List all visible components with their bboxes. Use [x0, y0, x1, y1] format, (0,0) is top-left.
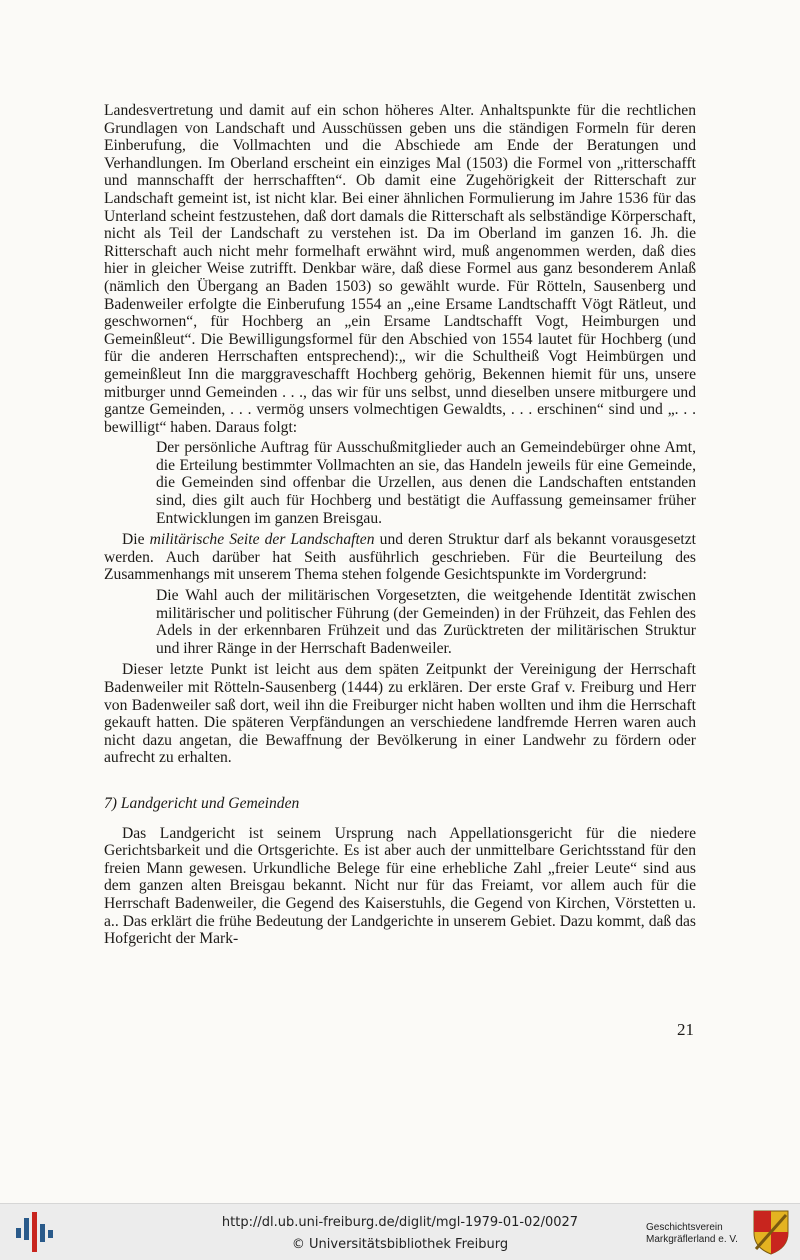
footer-bar — [0, 1203, 800, 1260]
block-quote: Die Wahl auch der militärischen Vorgesetzten, die weitgehende Identität zwischen militärischer und politischer Führung (der Gemeinden) in der Frühzeit, das Fehlen des Adels in der erkennbaren Frühzeit und das Zurücktreten der militärischen Struktur und ihrer Ränge in der Herrschaft Badenweiler. — [156, 587, 696, 657]
coat-of-arms-icon[interactable] — [752, 1209, 790, 1255]
paragraph-end: und deren Struktur darf als bekannt vorausgesetzt werden. Auch darüber hat Seith ausführlich geschrieben. Für die Beurteilung des Zusammenhangs mit unserem Thema stehen folgende Gesichtspunkte im Vordergrund: — [104, 531, 697, 584]
society-name[interactable] — [646, 1222, 738, 1246]
paragraph: Dieser letzte Punkt ist leicht aus dem späten Zeitpunkt der Vereinigung der Herrschaft Badenweiler mit Rötteln-Sausenberg (1444) zu erklären. Der erste Graf v. Freiburg und Herr von Badenweiler saß dort, weil ihn die Freiburger nicht haben wollten und ihm die Herrschaft gekauft hatten. Die späteren Verpfändungen an verschiedene landfremde Herren waren auch nicht dazu angetan, die Bewaffnung der Bevölkerung in einer Landwehr zu fördern oder aufrecht zu erhalten. — [104, 661, 696, 767]
source-url-link[interactable]: http://dl.ub.uni-freiburg.de/diglit/mgl-1979-01-02/0027 — [221, 1215, 579, 1230]
section-heading: 7) Landgericht und Gemeinden — [104, 794, 300, 812]
paragraph-start: Die — [122, 531, 145, 549]
society-name-line: Geschichtsverein — [646, 1222, 723, 1233]
paragraph: Landesvertretung und damit auf ein schon höheres Alter. Anhaltspunkte für die rechtlichen Grundlagen von Landschaft und Ausschüssen geben uns die ständigen Formeln für deren Einberufung, die Vollmachten und die Abschiede am Ende der Beratungen und Verhandlungen. Im Oberland erscheint ein einziges Mal (1503) die Formel von „ritterschafft und mannschafft der herrschafften“. Ob damit eine Zugehörigkeit der Ritterschaft zur Landschaft gemeint ist, ist nicht klar. Bei einer ähnlichen Formulierung im Jahre 1536 für das Unterland scheint festzustehen, daß dort damals die Ritterschaft als selbständige Körperschaft, nicht als Teil der Landschaft zu verstehen ist. Da im Oberland im ganzen 16. Jh. die Ritterschaft auch nicht mehr formelhaft erwähnt wird, muß angenommen werden, daß dies hier in gleicher Weise zutrifft. Denkbar wäre, daß diese Formel aus ganz besonderem Anlaß (nämlich den Übergang an Baden 1503) so gewählt wurde. Für Rötteln, Sausenberg und Badenweiler erfolgte die Einberufung 1554 an „eine Ersame Landtschafft Vögt Rätleut, und geschwornen“, für Hochberg an „ein Ersame Landtschafft Vogt, Heimburgen und Gemeinßleut“. Die Bewilligungsformel für den Abschied von 1554 lautet für Hochberg (und für die anderen Herrschaften entsprechend):„ wir die Schultheiß Vogt Heimbürgen und gemeinßleut Inn die marggraveschafft Hochberg gehörig, Bekennen hiemit für uns, unsere mitburger unnd Gemeinden . . ., das wir für uns selbst, unnd dieselben unsere mitburgere und gantze Gemeinden, . . . vermög unsers volmechtigen Gewaldts, . . . erschinen“ sind und „. . . bewilligt“ haben. Daraus folgt: — [104, 102, 696, 436]
page-number: 21 — [677, 1020, 694, 1039]
block-quote: Der persönliche Auftrag für Ausschußmitglieder auch an Gemeindebürger ohne Amt, die Erteilung bestimmter Vollmachten an sie, das Handeln jeweils für eine Gemeinde, die Gemeinden sind offenbar die Urzellen, aus denen die Landschaften entstanden sind, dies gilt auch für Hochberg und bestätigt die Auffassung gemeinsamer früher Entwicklungen im ganzen Breisgau. — [156, 439, 696, 527]
emphasis: militärische Seite der Landschaften — [149, 531, 375, 549]
paragraph: Das Landgericht ist seinem Ursprung nach Appellationsgericht für die niedere Gerichtsbarkeit und die Ortsgerichte. Es ist aber auch der unmittelbare Gerichtsstand für den freien Mann gewesen. Urkundliche Belege für eine erhebliche Zahl „freier Leute“ sind aus dem ganzen alten Breisgau bekannt. Nicht nur für das Freiamt, vor allem auch für die Herrschaft Badenweiler, die Gegend des Kaiserstuhls, die Gegend von Kirchen, Vörstetten u. a.. Das erklärt die frühe Bedeutung der Landgerichte in unserem Gebiet. Dazu kommt, daß das Hofgericht der Mark- — [104, 824, 696, 948]
body-text — [104, 102, 696, 948]
society-name-line: Markgräflerland e. V. — [646, 1234, 738, 1245]
copyright-notice: © Universitätsbibliothek Freiburg — [291, 1237, 509, 1252]
paragraph — [104, 531, 696, 584]
